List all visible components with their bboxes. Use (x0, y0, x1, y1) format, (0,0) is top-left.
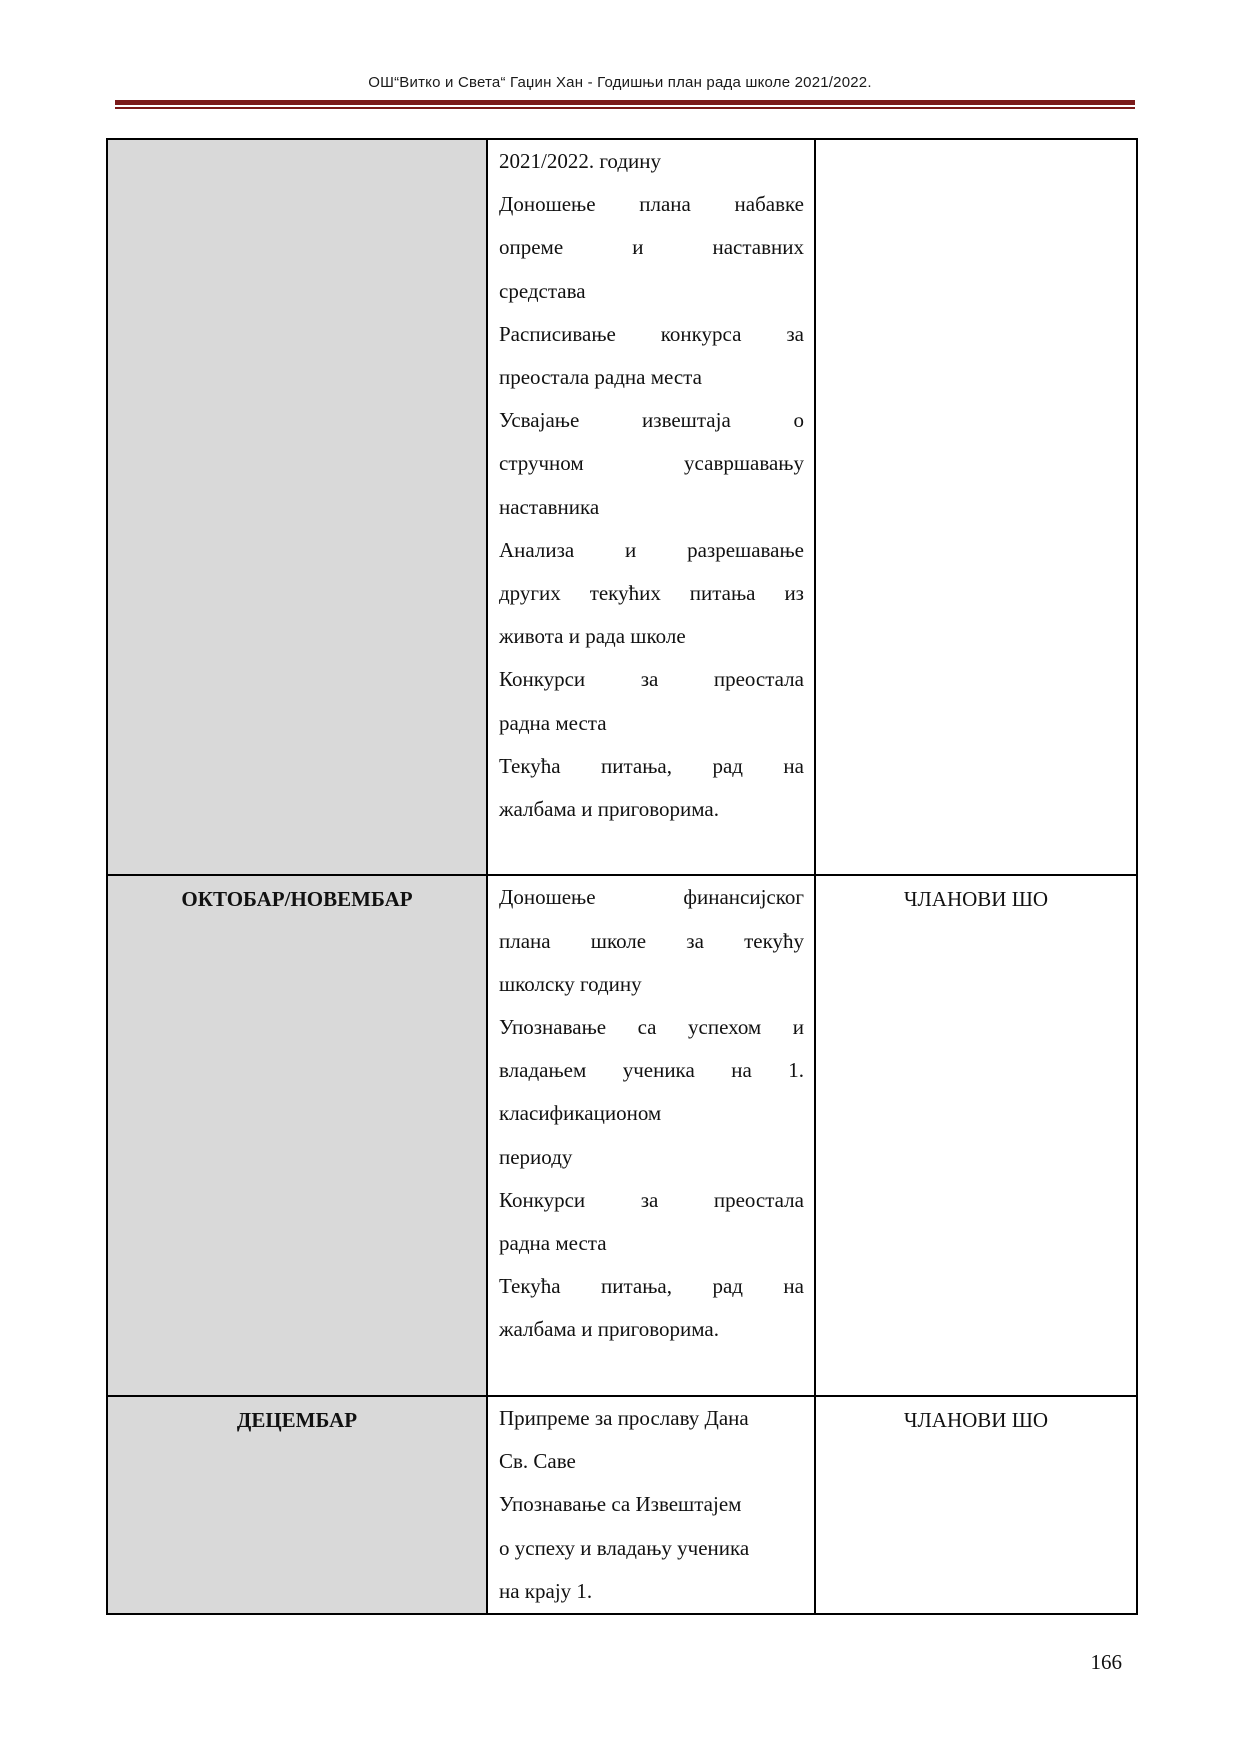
activity-line: Св. Саве (499, 1449, 576, 1474)
activity-word: текућих (589, 581, 661, 606)
activity-word: на (783, 1274, 804, 1299)
activity-word: текућу (744, 928, 804, 953)
activity-line (488, 1006, 814, 1049)
activity-word: 1. (788, 1058, 804, 1083)
activity-line: радна места (499, 710, 607, 735)
table-row (107, 875, 1137, 1395)
activity-line: на крају 1. (499, 1578, 593, 1603)
activity-word: плана (639, 192, 691, 217)
activity-line (488, 313, 814, 356)
activity-line (488, 1049, 814, 1092)
header-rule-thin (115, 107, 1135, 109)
activity-word: преостала (713, 667, 804, 692)
activity-line: 2021/2022. годину (499, 149, 661, 173)
activity-word: Усвајање (499, 408, 580, 433)
activity-line: периоду (499, 1144, 573, 1169)
activity-word: и (625, 537, 637, 562)
activity-word: преостала (713, 1187, 804, 1212)
month-cell (107, 1396, 487, 1614)
activity-word: разрешавање (687, 537, 804, 562)
activity-line: средстава (499, 278, 586, 303)
members-cell (815, 1396, 1137, 1614)
activity-word: Анализа (499, 537, 575, 562)
activity-word: питања (689, 581, 756, 606)
activity-line: жалбама и приговорима. (499, 1317, 719, 1342)
month-label: ОКТОБАР/НОВЕМБАР (181, 887, 413, 912)
activity-word: Доношење (499, 192, 596, 217)
activity-word: из (784, 581, 804, 606)
activity-word: успехом (688, 1015, 762, 1040)
activity-word: за (640, 667, 659, 692)
activity-word: владањем (499, 1058, 587, 1083)
activity-line (488, 1179, 814, 1222)
activity-word: рад (712, 753, 743, 778)
activity-line (488, 1352, 814, 1395)
activities-cell (487, 1396, 815, 1614)
month-label (108, 140, 486, 142)
month-cell (107, 139, 487, 875)
activity-line (488, 572, 814, 615)
activity-line: наставника (499, 494, 600, 519)
members-cell (815, 875, 1137, 1395)
activity-word: плана (499, 928, 551, 953)
activity-word: ученика (622, 1058, 695, 1083)
activity-word: на (783, 753, 804, 778)
activity-word: са (637, 1015, 657, 1040)
activity-line: класификационом (499, 1101, 662, 1126)
activity-word: Конкурси (499, 1187, 586, 1212)
table-row (107, 139, 1137, 875)
page-number: 166 (1090, 1650, 1122, 1674)
activity-word: Доношење (499, 885, 596, 910)
activity-word: усавршавању (684, 451, 804, 476)
activity-word: стручном (499, 451, 584, 476)
activity-line (488, 1265, 814, 1308)
activity-line (488, 226, 814, 269)
activity-word: за (640, 1187, 659, 1212)
activity-word: других (499, 581, 561, 606)
activity-word: конкурса (660, 321, 742, 346)
activity-word: за (786, 321, 804, 346)
header-title: ОШ“Витко и Света“ Гаџин Хан - Годишњи план рада школе 2021/2022. (368, 74, 872, 91)
activity-word: питања, (601, 1274, 673, 1299)
activity-line: радна места (499, 1231, 607, 1256)
activity-word: школе (590, 928, 647, 953)
activity-line: жалбама и приговорима. (499, 797, 719, 822)
activity-word: и (792, 1015, 804, 1040)
activity-line (488, 529, 814, 572)
header-rule-thick (115, 100, 1135, 105)
activity-line (488, 920, 814, 963)
month-label: ДЕЦЕМБАР (236, 1407, 358, 1432)
table-row (107, 1396, 1137, 1614)
activity-word: о (793, 408, 804, 433)
activity-line: живота и рада школе (499, 624, 686, 649)
plan-table (106, 138, 1138, 1615)
members-label (816, 140, 1136, 142)
activity-word: Текућа (499, 1274, 561, 1299)
members-label: ЧЛАНОВИ ШО (903, 1407, 1049, 1432)
activity-word: рад (712, 1274, 743, 1299)
activity-word: наставних (712, 235, 804, 260)
activity-word: Упознавање (499, 1015, 607, 1040)
plan-table-body (107, 139, 1137, 1614)
members-label: ЧЛАНОВИ ШО (903, 887, 1049, 912)
activity-line (488, 745, 814, 788)
activity-word: финансијског (683, 885, 804, 910)
activity-word: за (686, 928, 704, 953)
activity-line: школску годину (499, 971, 642, 996)
activity-line (488, 876, 814, 919)
activities-cell (487, 139, 815, 875)
activity-word: набавке (734, 192, 804, 217)
activities-cell (487, 875, 815, 1395)
month-cell (107, 875, 487, 1395)
activity-word: и (632, 235, 644, 260)
activity-word: опреме (499, 235, 564, 260)
activity-word: Расписивање (499, 321, 616, 346)
activity-line (488, 442, 814, 485)
activity-line: Упознавање са Извештајем (499, 1492, 742, 1517)
activity-word: Текућа (499, 753, 561, 778)
activity-line (488, 658, 814, 701)
activity-word: на (731, 1058, 752, 1083)
activity-line (488, 831, 814, 874)
activity-line: преостала радна места (499, 365, 702, 390)
activity-line (488, 399, 814, 442)
activity-word: питања, (601, 753, 673, 778)
members-cell (815, 139, 1137, 875)
activity-word: извештаја (642, 408, 731, 433)
activity-word: Конкурси (499, 667, 586, 692)
activity-line: Припреме за прославу Дана (499, 1405, 749, 1430)
activity-line: о успеху и владању ученика (499, 1535, 750, 1560)
activity-line (488, 183, 814, 226)
